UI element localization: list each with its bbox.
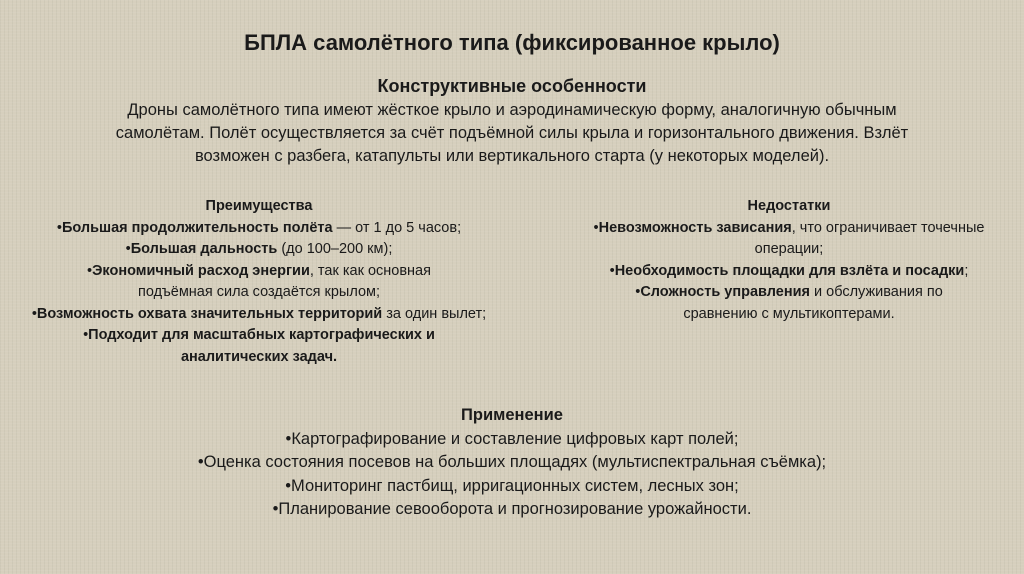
advantage-bold: Экономичный расход энергии xyxy=(92,262,310,279)
disadvantages-heading: Недостатки xyxy=(747,198,831,214)
disadvantage-item xyxy=(582,282,996,325)
advantage-bold: Большая дальность xyxy=(130,241,278,257)
disadvantage-bold: Сложность управления xyxy=(640,284,810,300)
bullet: • xyxy=(31,305,37,322)
disadvantage-rest: , что ограничивает точечные операции; xyxy=(754,219,985,257)
advantage-item xyxy=(0,261,518,304)
applications-section xyxy=(0,404,1024,522)
advantage-rest: (до 100–200 км); xyxy=(277,241,393,257)
disadvantage-bold: Невозможность зависания xyxy=(598,219,792,236)
bullet: • xyxy=(593,219,599,236)
disadvantage-rest: и обслуживания по сравнению с мультикоптерами. xyxy=(683,284,943,322)
bullet: • xyxy=(87,262,93,279)
advantage-rest: за один вылет; xyxy=(382,305,487,322)
advantages-heading: Преимущества xyxy=(205,198,313,214)
design-heading: Конструктивные особенности xyxy=(377,76,647,96)
bullet: • xyxy=(609,262,615,279)
application-item: •Картографирование и составление цифровых карт полей; xyxy=(285,429,739,448)
disadvantage-rest: ; xyxy=(964,262,969,279)
disadvantages-column xyxy=(582,196,996,325)
application-item: •Оценка состояния посевов на больших площадях (мультиспектральная съёмка); xyxy=(197,453,827,471)
bullet: • xyxy=(56,219,62,236)
advantage-bold: Подходит для масштабных картографических и аналитических задач. xyxy=(88,327,435,365)
advantage-item xyxy=(0,304,518,326)
advantage-rest: , так как основная подъёмная сила создаётся крылом; xyxy=(137,262,431,300)
disadvantage-bold: Необходимость площадки для взлёта и посадки xyxy=(614,262,965,279)
disadvantage-item xyxy=(582,261,996,283)
advantage-item xyxy=(0,218,518,240)
advantage-rest: — от 1 до 5 часов; xyxy=(332,219,462,236)
advantage-item xyxy=(0,239,518,261)
application-item: •Планирование севооборота и прогнозирование урожайности. xyxy=(272,500,752,518)
disadvantage-item xyxy=(582,218,996,261)
page-title: БПЛА самолётного типа (фиксированное крыло) xyxy=(244,30,780,55)
advantages-column xyxy=(0,196,518,368)
bullet: • xyxy=(83,327,89,343)
design-text: Дроны самолётного типа имеют жёсткое крыло и аэродинамическую форму, аналогичную обычным самолётам. Полёт осуществляется за счёт подъёмной силы крыла и горизонтального движения. Взлёт возможен с разбега, катапульты или вертикального старта (у некоторых моделей). xyxy=(115,101,909,165)
advantage-bold: Большая продолжительность полёта xyxy=(61,219,333,236)
bullet: • xyxy=(635,284,641,300)
advantage-bold: Возможность охвата значительных территорий xyxy=(36,305,383,322)
advantage-item xyxy=(0,325,518,368)
bullet: • xyxy=(125,241,131,257)
application-item: •Мониторинг пастбищ, ирригационных систем, лесных зон; xyxy=(285,476,739,495)
applications-heading: Применение xyxy=(461,406,563,424)
